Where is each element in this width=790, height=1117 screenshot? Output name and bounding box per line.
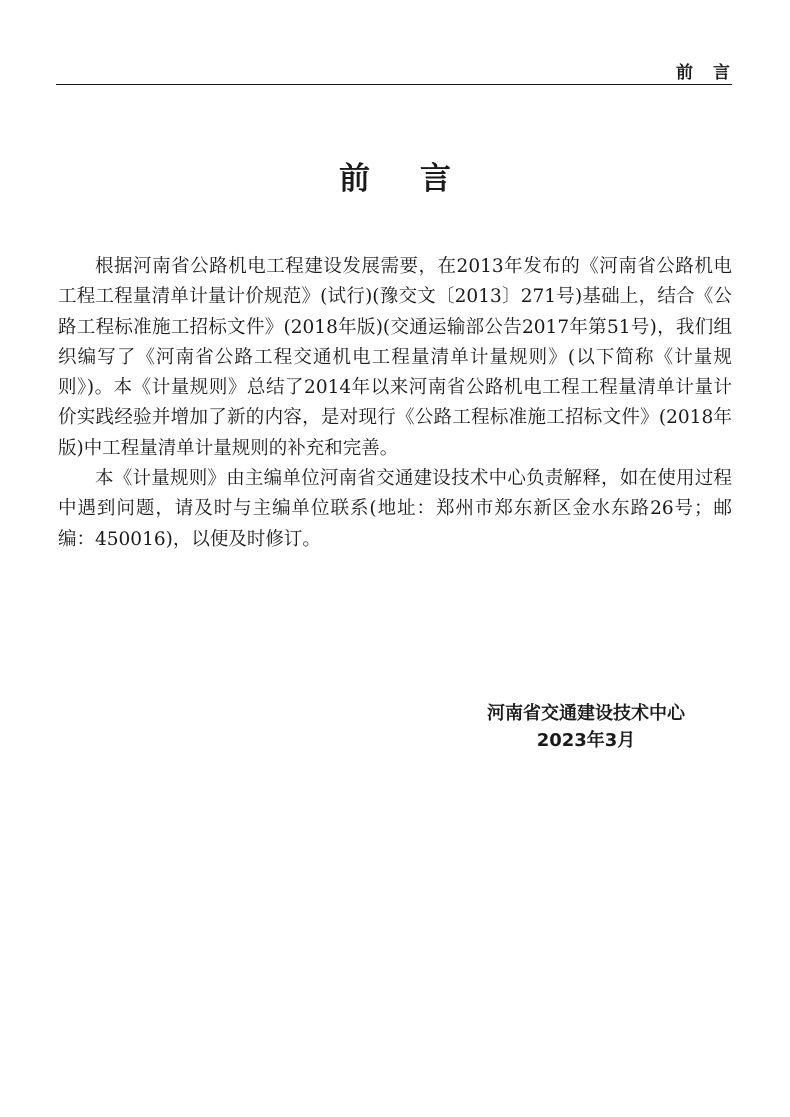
paragraph-2: 本《计量规则》由主编单位河南省交通建设技术中心负责解释，如在使用过程中遇到问题，请及时与主编单位联系(地址：郑州市郑东新区金水东路26号；邮编：450016)，以便及时修订。 [58,468,732,550]
signature-organization: 河南省交通建设技术中心 [487,703,685,724]
signature-block [466,700,706,754]
paragraph-1: 根据河南省公路机电工程建设发展需要，在2013年发布的《河南省公路机电工程工程量清单计量计价规范》(试行)(豫交文〔2013〕271号)基础上，结合《公路工程标准施工招标文件》(2018年版)(交通运输部公告2017年第51号)，我们组织编写了《河南省公路工程交通机电工程量清单计量规则》(以下简称《计量规则》)。本《计量规则》总结了2014年以来河南省公路机电工程工程量清单计量计价实践经验并增加了新的内容，是对现行《公路工程标准施工招标文件》(2018年版)中工程量清单计量规则的补充和完善。 [58,256,732,459]
running-header-title: 前言 [676,63,750,83]
body-text [58,252,732,555]
page-title: 前言 [339,161,501,197]
signature-date: 2023年3月 [536,730,636,751]
running-header [56,58,750,85]
